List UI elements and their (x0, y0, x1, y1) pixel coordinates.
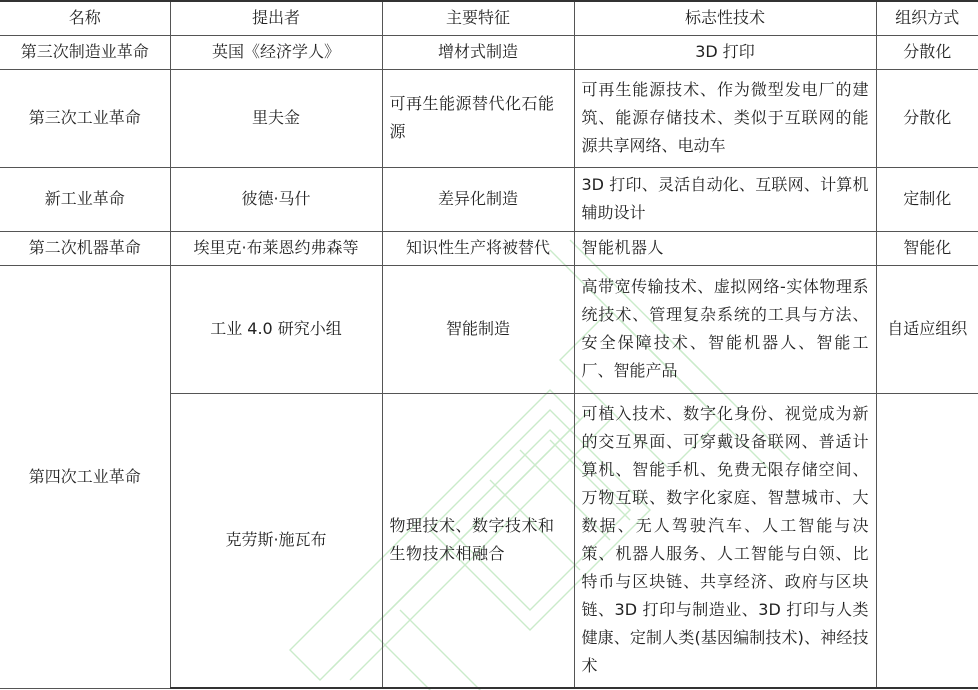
cell-name: 第二次机器革命 (0, 231, 170, 265)
cell-tech: 3D 打印、灵活自动化、互联网、计算机辅助设计 (574, 167, 876, 231)
header-proposer: 提出者 (170, 1, 382, 35)
table-row (0, 231, 978, 265)
cell-proposer: 彼德·马什 (170, 167, 382, 231)
cell-feature: 智能制造 (382, 265, 574, 393)
cell-tech: 高带宽传输技术、虚拟网络-实体物理系统技术、管理复杂系统的工具与方法、安全保障技术、智能机器人、智能工厂、智能产品 (574, 265, 876, 393)
table-row (0, 167, 978, 231)
cell-tech: 可再生能源技术、作为微型发电厂的建筑、能源存储技术、类似于互联网的能源共享网络、电动车 (574, 69, 876, 167)
cell-org: 自适应组织 (876, 265, 978, 393)
cell-org: 定制化 (876, 167, 978, 231)
cell-org: 分散化 (876, 69, 978, 167)
cell-proposer: 里夫金 (170, 69, 382, 167)
cell-tech: 3D 打印 (574, 35, 876, 69)
header-row (0, 1, 978, 35)
cell-proposer: 工业 4.0 研究小组 (170, 265, 382, 393)
header-org: 组织方式 (876, 1, 978, 35)
table-row (0, 69, 978, 167)
cell-name: 第四次工业革命 (0, 265, 170, 688)
cell-tech: 可植入技术、数字化身份、视觉成为新的交互界面、可穿戴设备联网、普适计算机、智能手机、免费无限存储空间、万物互联、数字化家庭、智慧城市、大数据、无人驾驶汽车、人工智能与决策、机器人服务、人工智能与白领、比特币与区块链、共享经济、政府与区块链、3D 打印与制造业、3D 打印与人类健康、定制人类(基因编制技术)、神经技术 (574, 393, 876, 688)
cell-tech: 智能机器人 (574, 231, 876, 265)
header-tech: 标志性技术 (574, 1, 876, 35)
cell-proposer: 克劳斯·施瓦布 (170, 393, 382, 688)
header-name: 名称 (0, 1, 170, 35)
table-row (0, 35, 978, 69)
cell-feature: 物理技术、数字技术和生物技术相融合 (382, 393, 574, 688)
header-feature: 主要特征 (382, 1, 574, 35)
cell-feature: 可再生能源替代化石能源 (382, 69, 574, 167)
cell-org: 智能化 (876, 231, 978, 265)
cell-name: 新工业革命 (0, 167, 170, 231)
cell-name: 第三次工业革命 (0, 69, 170, 167)
cell-name: 第三次制造业革命 (0, 35, 170, 69)
cell-proposer: 埃里克·布莱恩约弗森等 (170, 231, 382, 265)
cell-feature: 差异化制造 (382, 167, 574, 231)
cell-org (876, 393, 978, 688)
cell-feature: 增材式制造 (382, 35, 574, 69)
cell-org: 分散化 (876, 35, 978, 69)
cell-proposer: 英国《经济学人》 (170, 35, 382, 69)
cell-feature: 知识性生产将被替代 (382, 231, 574, 265)
table-row (0, 265, 978, 393)
